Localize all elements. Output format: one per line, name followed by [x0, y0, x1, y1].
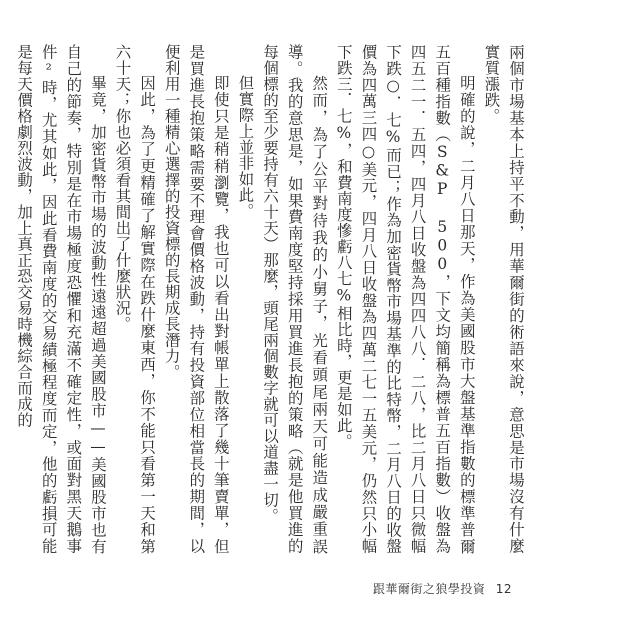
running-title: 跟華爾街之狼學投資 — [372, 582, 486, 596]
body-text — [15, 44, 528, 554]
paragraph: 即使只是稍稍瀏覽，我也可以看出對帳單上散落了幾十筆賣單，但是買進長抱策略需要不理會價格波動，持有投資部位相當長的期間，以便利用一種精心選擇的投資標的長期成長潛力。 — [162, 44, 230, 554]
paragraph: 畢竟，加密貨幣市場的波動性遠遠超過美國股市——美國股市也有自己的節奏，特別是在市場極度恐懼和充滿不確定性，或面對黑天鵝事件²時，尤其如此，因此看費南度的交易績極程度而定，他的虧損可能是每天價格劇烈波動，加上真正恐交易時機綜合而成的 — [15, 44, 107, 554]
page-footer — [373, 580, 512, 597]
paragraph: 因此，為了更精確了解實際在跌什麼東西，你不能只看第一天和第六十天；你也必須看其間出了什麼狀況。 — [113, 44, 157, 554]
paragraph: 但實際上並非如此。 — [236, 74, 255, 219]
paragraph: 然而，為了公平對待我的小舅子，光看頭尾兩天可能造成嚴重誤導。我的意思是，如果費南度堅持採用買進長抱的策略（就是他買進的每個標的至少要持有六十天）那麼，頭尾兩個數字就可以道盡一切。 — [261, 44, 329, 554]
paragraph: 明確的說，二月八日那天，作為美國股市大盤基準指數的標準普爾五百種指數（S&P 500，下文均簡稱為標普五百指數）收盤為四五二一．五四，四月八日收盤為四四八八．二八，比二月八日只微幅下跌○．七%而已；作為加密貨幣市場基準的比特幣，二月八日的收盤價為四萬三四○美元，四月八日收盤為四萬二七一五美元，仍然只小幅下跌三．七%，和費南度慘虧八七%相比時，更是如此。 — [334, 44, 476, 554]
page-number: 12 — [495, 582, 512, 596]
paragraph: 兩個市場基本上持平不動，用華爾街的術語來說，意思是市場沒有什麼實質漲跌。 — [482, 44, 525, 554]
